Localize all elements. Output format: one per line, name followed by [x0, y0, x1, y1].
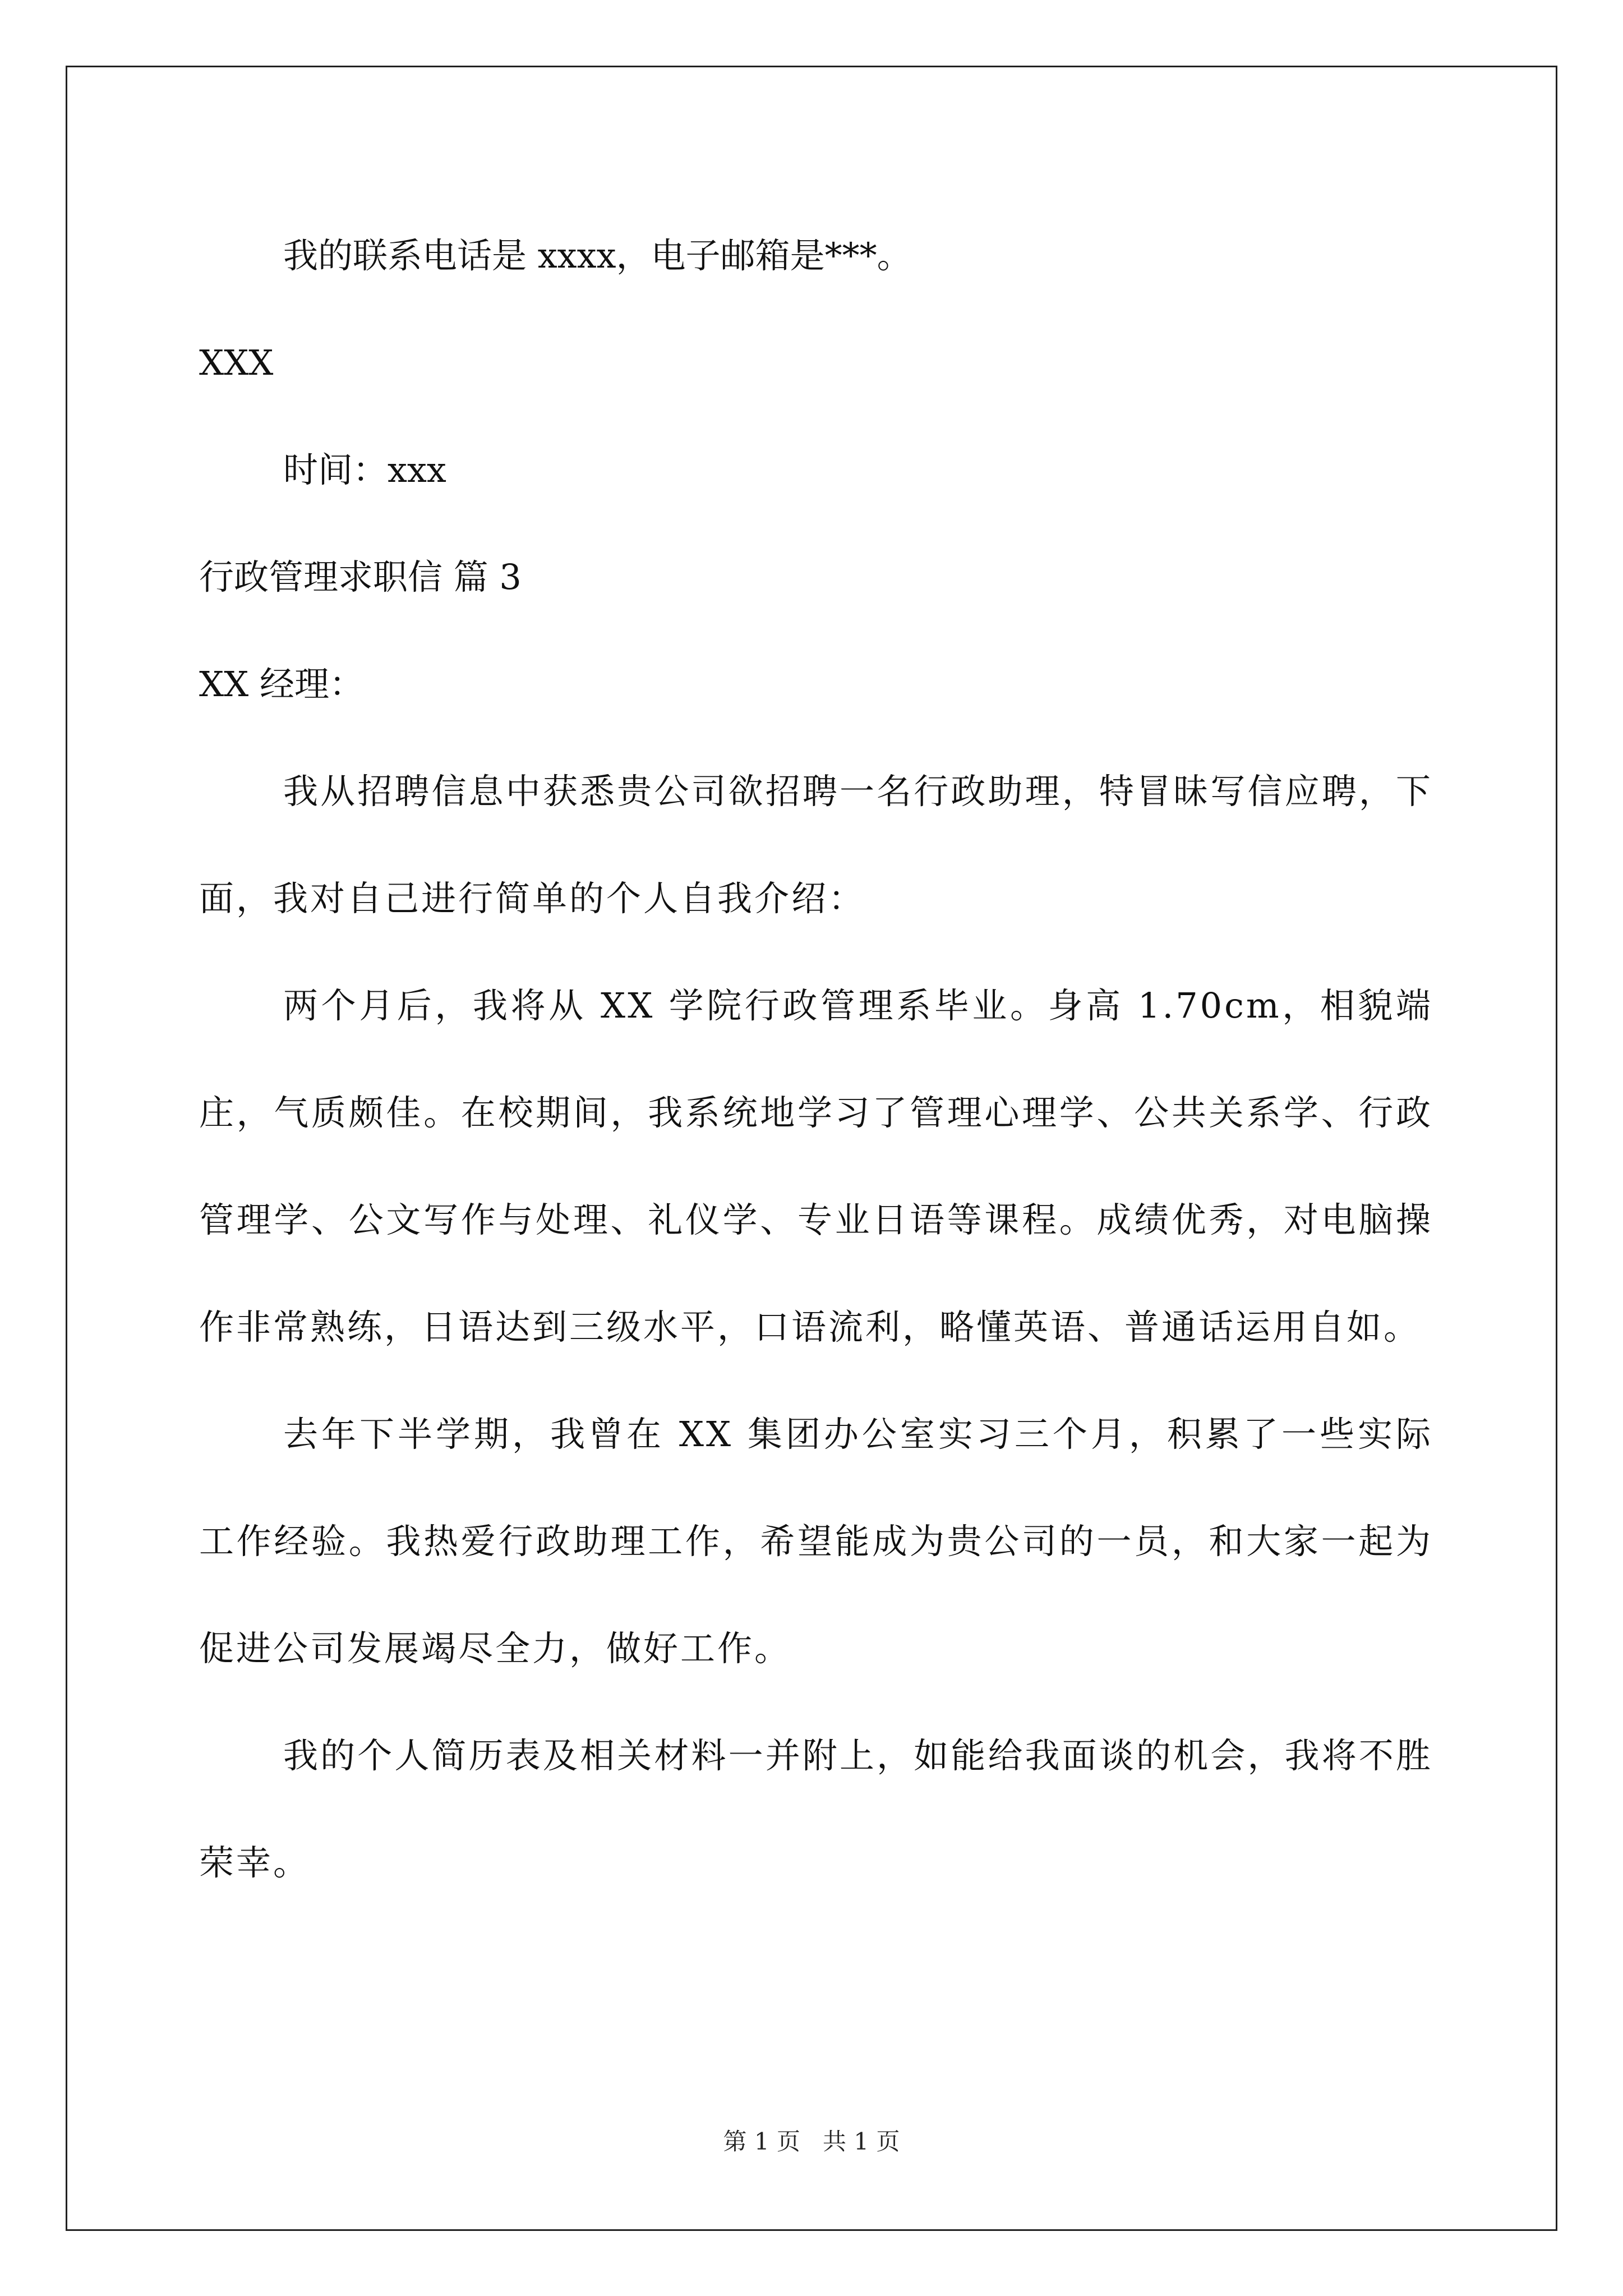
signature-name: XXX: [199, 342, 274, 383]
section-title: 行政管理求职信 篇 3: [199, 556, 522, 597]
document-body: [199, 202, 1433, 1916]
paragraph-background: 两个月后，我将从 XX 学院行政管理系毕业。身高 1.70cm，相貌端庄，气质颇佳。在校期间，我系统地学习了管理心理学、公共关系学、行政管理学、公文写作与处理、礼仪学、专业日语等课程。成绩优秀，对电脑操作非常熟练，日语达到三级水平，口语流利，略懂英语、普通话运用自如。: [199, 985, 1433, 1347]
paragraph-intro: 我从招聘信息中获悉贵公司欲招聘一名行政助理，特冒昧写信应聘，下面，我对自己进行简单的个人自我介绍：: [199, 771, 1433, 919]
paragraph-experience: 去年下半学期，我曾在 XX 集团办公室实习三个月，积累了一些实际工作经验。我热爱行政助理工作，希望能成为贵公司的一员，和大家一起为促进公司发展竭尽全力，做好工作。: [199, 1414, 1433, 1669]
contact-line: 我的联系电话是 xxxx，电子邮箱是***。: [283, 235, 912, 276]
page-footer: 第 1 页 共 1 页: [723, 2128, 900, 2155]
salutation: XX 经理：: [199, 664, 364, 705]
paragraph-closing: 我的个人简历表及相关材料一并附上，如能给我面谈的机会，我将不胜荣幸。: [199, 1735, 1433, 1883]
date-line: 时间：xxx: [283, 449, 446, 490]
